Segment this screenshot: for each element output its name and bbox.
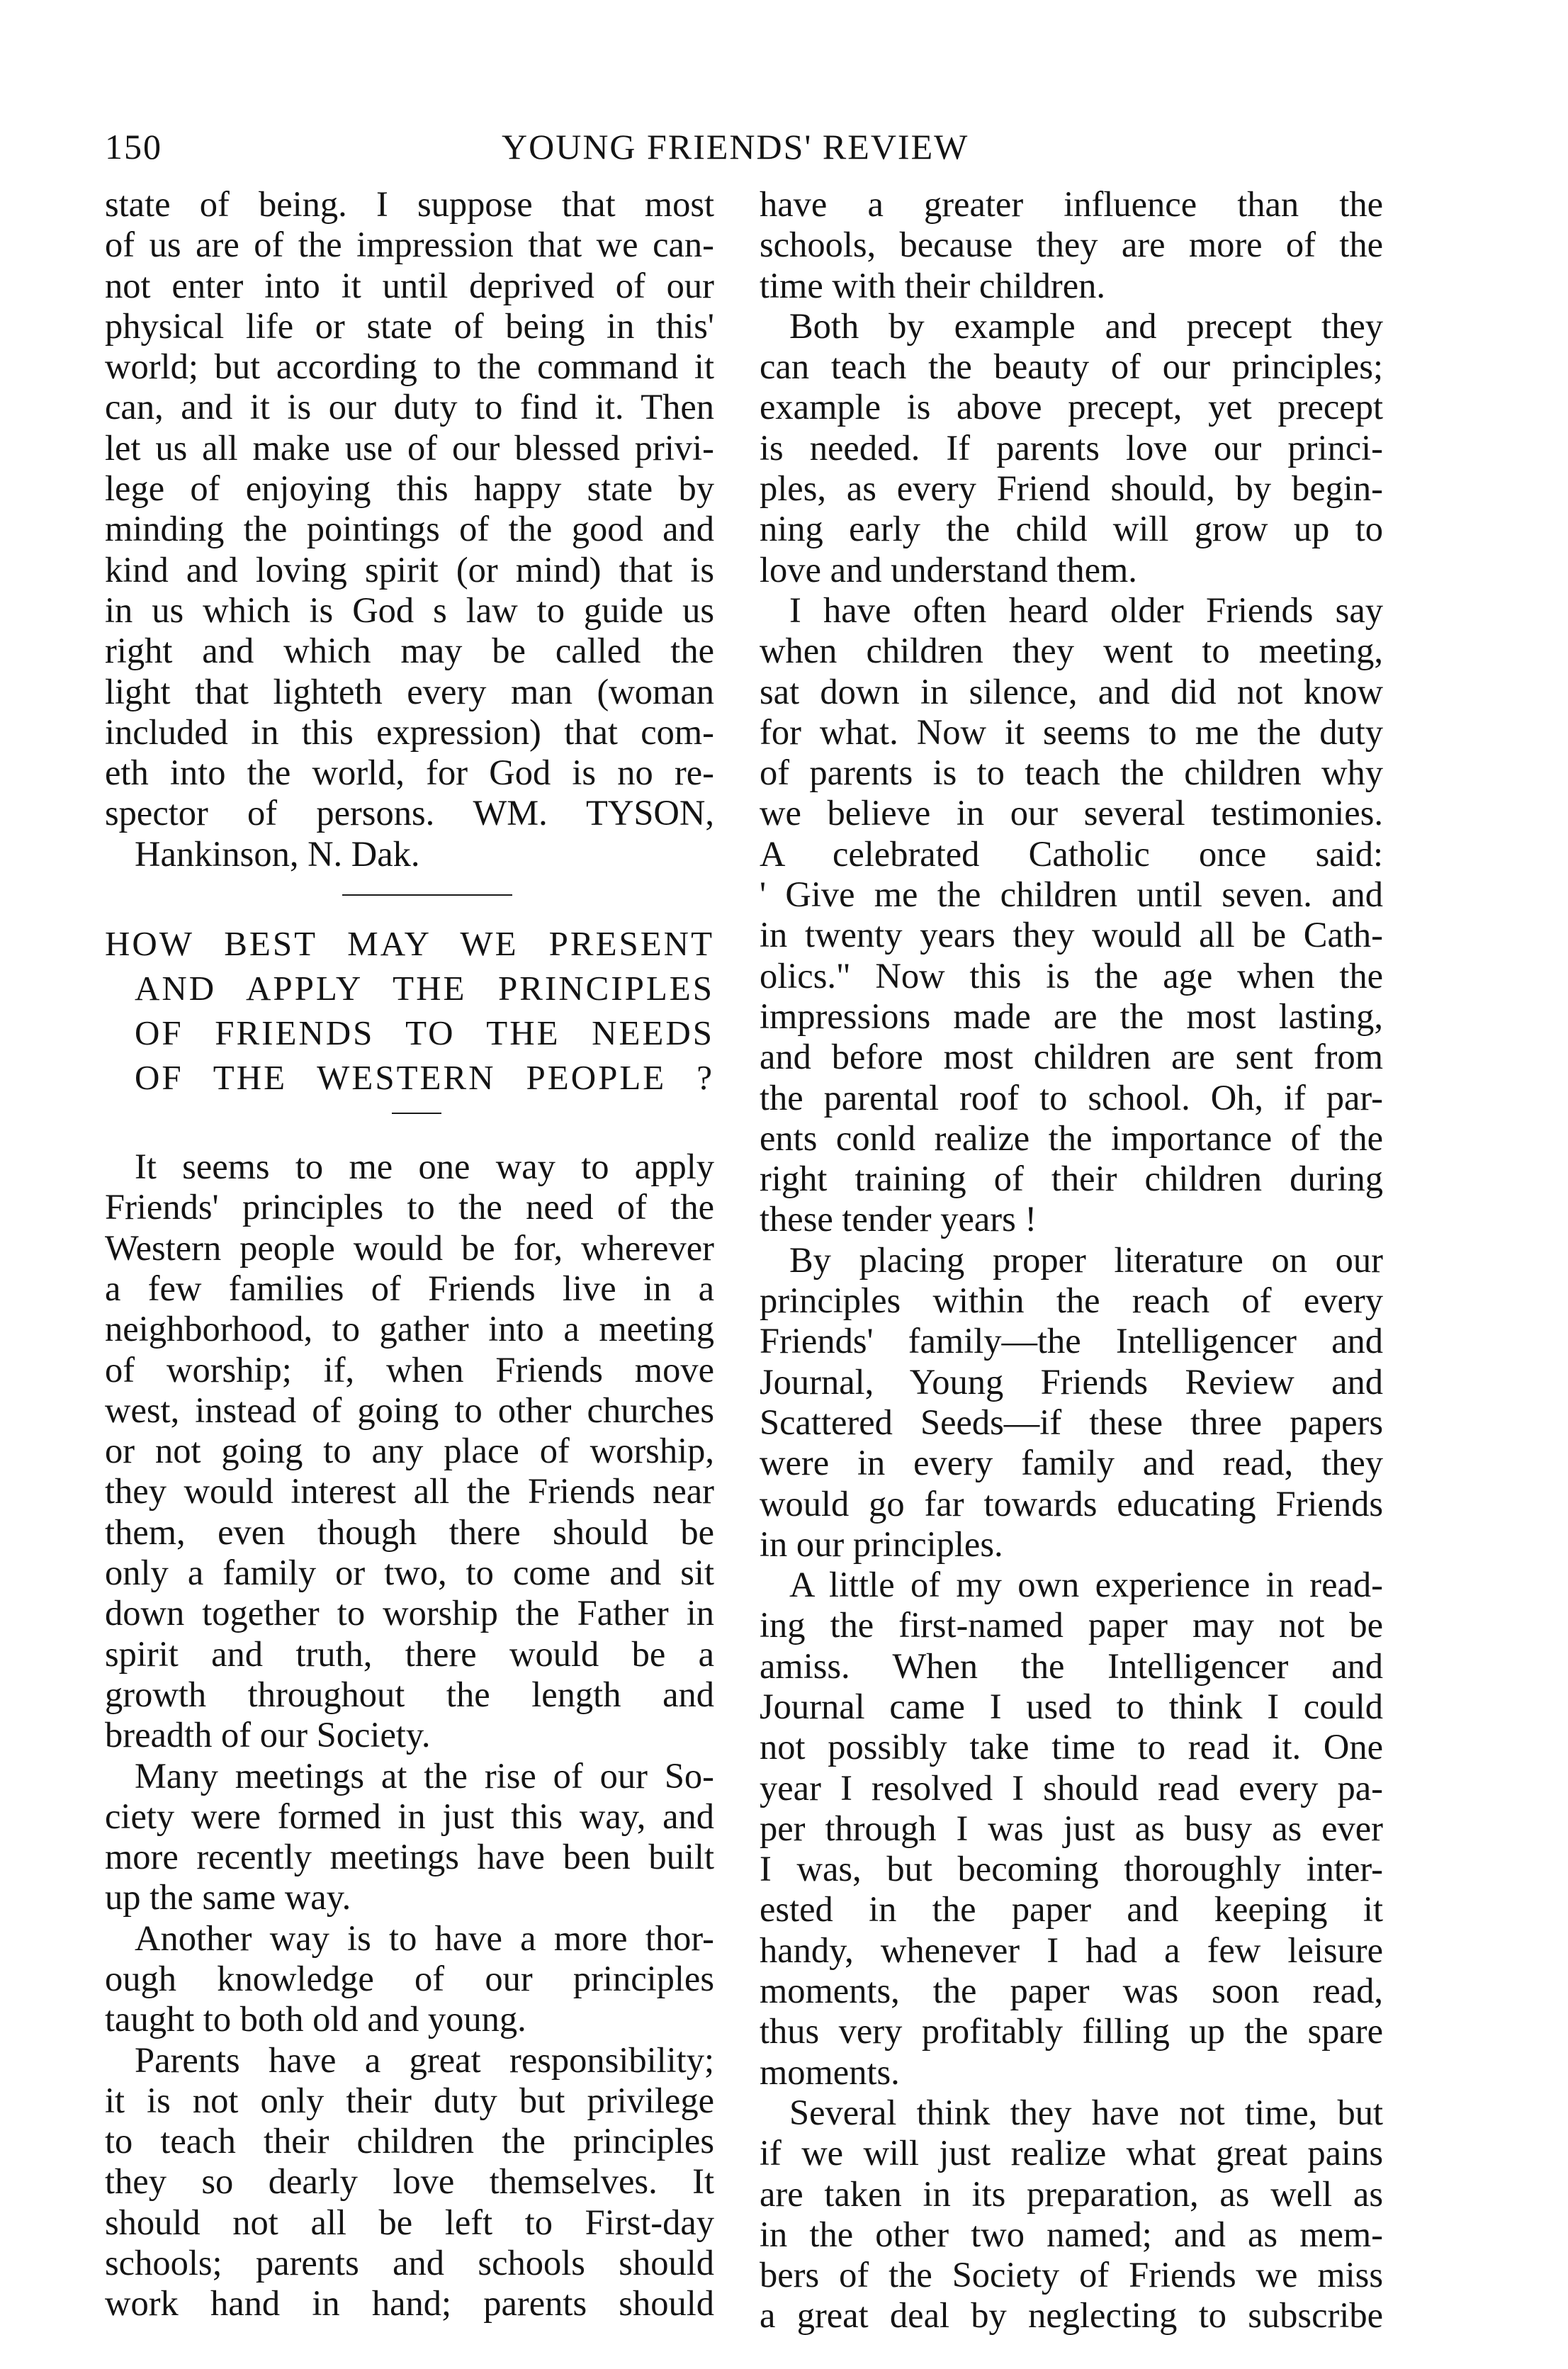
text-line: right and which may be called the: [105, 631, 714, 671]
text-line: west, instead of going to other churches: [105, 1390, 714, 1430]
text-line: impressions made are the most lasting,: [760, 996, 1383, 1036]
text-line: Friends' family—the Intelligencer and: [760, 1321, 1383, 1361]
text-line: for what. Now it seems to me the duty: [760, 711, 1383, 752]
text-line: Parents have a great responsibility;: [135, 2039, 714, 2080]
paragraph: [105, 2040, 714, 2324]
left-column: [105, 184, 714, 2324]
heading-line: AND APPLY THE PRINCIPLES: [135, 969, 714, 1008]
text-line: or not going to any place of worship,: [105, 1431, 714, 1471]
text-line: lege of enjoying this happy state by: [105, 468, 714, 509]
text-line: I have often heard older Friends say: [789, 590, 1383, 630]
text-line: schools, because they are more of the: [760, 225, 1383, 265]
text-line: Journal, Young Friends Review and: [760, 1361, 1383, 1402]
text-line: taught to both old and young.: [105, 1999, 526, 2039]
paragraph: [760, 184, 1383, 306]
text-line: in our principles.: [760, 1524, 1003, 1564]
paragraph-closing: [105, 184, 714, 874]
text-line: It seems to me one way to apply: [135, 1147, 714, 1187]
signature-line: spector of persons. WM. TYSON,: [105, 793, 714, 833]
page-number: 150: [105, 127, 162, 167]
text-line: ested in the paper and keeping it: [760, 1889, 1383, 1930]
text-line: a great deal by neglecting to subscribe: [760, 2295, 1383, 2336]
text-line: up the same way.: [105, 1877, 351, 1918]
text-line: have a greater influence than the: [760, 184, 1383, 224]
text-line: and before most children are sent from: [760, 1037, 1383, 1077]
text-line: of parents is to teach the children why: [760, 753, 1383, 793]
short-rule: [392, 1113, 441, 1114]
text-line: Western people would be for, wherever: [105, 1227, 714, 1268]
text-line: let us all make use of our blessed privi-: [105, 427, 714, 468]
text-line: Many meetings at the rise of our So-: [135, 1755, 714, 1796]
page-header: [105, 126, 1026, 176]
text-line: minding the pointings of the good and: [105, 509, 714, 549]
text-line: moments, the paper was soon read,: [760, 1971, 1383, 2011]
text-line: amiss. When the Intelligencer and: [760, 1645, 1383, 1686]
text-line: I was, but becoming thoroughly inter-: [760, 1849, 1383, 1889]
text-line: included in this expression) that com-: [105, 711, 714, 752]
text-line: ' Give me the children until seven. and: [760, 874, 1383, 915]
text-line: example is above precept, yet precept: [760, 387, 1383, 427]
text-line: physical life or state of being in this': [105, 305, 714, 346]
text-line: if we will just realize what great pains: [760, 2133, 1383, 2173]
text-line: Several think they have not time, but: [789, 2092, 1383, 2132]
text-line: kind and loving spirit (or mind) that is: [105, 549, 714, 590]
text-line: ents conld realize the importance of the: [760, 1118, 1383, 1158]
text-line: to teach their children the principles: [105, 2121, 714, 2161]
text-line: can teach the beauty of our principles;: [760, 347, 1383, 387]
text-line: world; but according to the command it: [105, 347, 714, 387]
text-line: down together to worship the Father in: [105, 1593, 714, 1633]
text-line: Journal came I used to think I could: [760, 1686, 1383, 1726]
text-line: growth throughout the length and: [105, 1674, 714, 1714]
text-line: not enter into it until deprived of our: [105, 265, 714, 305]
text-line: bers of the Society of Friends we miss: [760, 2255, 1383, 2295]
text-line: when children they went to meeting,: [760, 631, 1383, 671]
text-line: it is not only their duty but privilege: [105, 2080, 714, 2120]
text-line: per through I was just as busy as ever: [760, 1808, 1383, 1848]
text-line: year I resolved I should read every pa-: [760, 1767, 1383, 1808]
text-line: work hand in hand; parents should: [105, 2283, 714, 2324]
section-divider: [105, 874, 714, 917]
paragraph: [760, 1240, 1383, 1565]
text-line: them, even though there should be: [105, 1512, 714, 1552]
right-column: [760, 184, 1383, 2336]
text-line: Scattered Seeds—if these three papers: [760, 1402, 1383, 1442]
text-line: principles within the reach of every: [760, 1281, 1383, 1321]
text-line: Another way is to have a more thor-: [135, 1918, 714, 1958]
text-line: neighborhood, to gather into a meeting: [105, 1309, 714, 1349]
text-line: a few families of Friends live in a: [105, 1268, 714, 1308]
text-line: in the other two named; and as mem-: [760, 2214, 1383, 2254]
text-line: eth into the world, for God is no re-: [105, 753, 714, 793]
text-line: ples, as every Friend should, by begin-: [760, 468, 1383, 509]
text-line: thus very profitably filling up the spare: [760, 2011, 1383, 2052]
heading-divider: [105, 1103, 714, 1131]
paragraph: [105, 1147, 714, 1755]
text-line: more recently meetings have been built: [105, 1837, 714, 1877]
paragraph: [760, 306, 1383, 590]
text-line: they would interest all the Friends near: [105, 1471, 714, 1512]
text-line: love and understand them.: [760, 549, 1137, 590]
article-heading: [105, 921, 714, 1100]
text-line: are taken in its preparation, as well as: [760, 2173, 1383, 2214]
heading-line: OF FRIENDS TO THE NEEDS: [135, 1013, 714, 1053]
paragraph: [105, 1756, 714, 1918]
text-line: ning early the child will grow up to: [760, 509, 1383, 549]
text-line: only a family or two, to come and sit: [105, 1553, 714, 1593]
text-line: handy, whenever I had a few leisure: [760, 1930, 1383, 1970]
heading-line: HOW BEST MAY WE PRESENT: [105, 924, 714, 964]
text-line: By placing proper literature on our: [789, 1239, 1383, 1280]
divider-rule: [342, 894, 512, 896]
text-line: sat down in silence, and did not know: [760, 671, 1383, 711]
text-line: ciety were formed in just this way, and: [105, 1796, 714, 1836]
text-line: A celebrated Catholic once said:: [760, 833, 1383, 874]
text-line: ing the first-named paper may not be: [760, 1605, 1383, 1645]
text-line: time with their children.: [760, 265, 1106, 305]
text-line: would go far towards educating Friends: [760, 1483, 1383, 1524]
paragraph: [760, 1565, 1383, 2093]
text-line: light that lighteth every man (woman: [105, 671, 714, 711]
text-line: can, and it is our duty to find it. Then: [105, 387, 714, 427]
text-line: is needed. If parents love our princi-: [760, 427, 1383, 468]
text-line: of us are of the impression that we can-: [105, 225, 714, 265]
paragraph: [105, 1918, 714, 2040]
text-line: A little of my own experience in read-: [789, 1565, 1383, 1605]
text-line: they so dearly love themselves. It: [105, 2161, 714, 2202]
text-line: in twenty years they would all be Cath-: [760, 915, 1383, 955]
text-line: state of being. I suppose that most: [105, 184, 714, 224]
text-line: in us which is God s law to guide us: [105, 590, 714, 630]
paragraph: [760, 2093, 1383, 2336]
text-line: moments.: [760, 2052, 900, 2092]
text-line: we believe in our several testimonies.: [760, 793, 1383, 833]
text-line: not possibly take time to read it. One: [760, 1727, 1383, 1767]
running-title: YOUNG FRIENDS' REVIEW: [502, 127, 969, 167]
text-line: ough knowledge of our principles: [105, 1958, 714, 1998]
text-line: should not all be left to First-day: [105, 2202, 714, 2242]
text-line: spirit and truth, there would be a: [105, 1633, 714, 1674]
signature-place: Hankinson, N. Dak.: [135, 833, 420, 874]
text-line: these tender years !: [760, 1199, 1037, 1239]
paragraph: [760, 590, 1383, 1240]
text-line: right training of their children during: [760, 1159, 1383, 1199]
text-line: schools; parents and schools should: [105, 2243, 714, 2283]
text-line: were in every family and read, they: [760, 1443, 1383, 1483]
text-line: olics." Now this is the age when the: [760, 955, 1383, 996]
text-line: Friends' principles to the need of the: [105, 1187, 714, 1227]
text-line: Both by example and precept they: [789, 305, 1383, 346]
text-line: of worship; if, when Friends move: [105, 1349, 714, 1390]
heading-line: OF THE WESTERN PEOPLE ?: [135, 1058, 714, 1098]
text-line: breadth of our Society.: [105, 1715, 431, 1755]
text-line: the parental roof to school. Oh, if par-: [760, 1077, 1383, 1118]
